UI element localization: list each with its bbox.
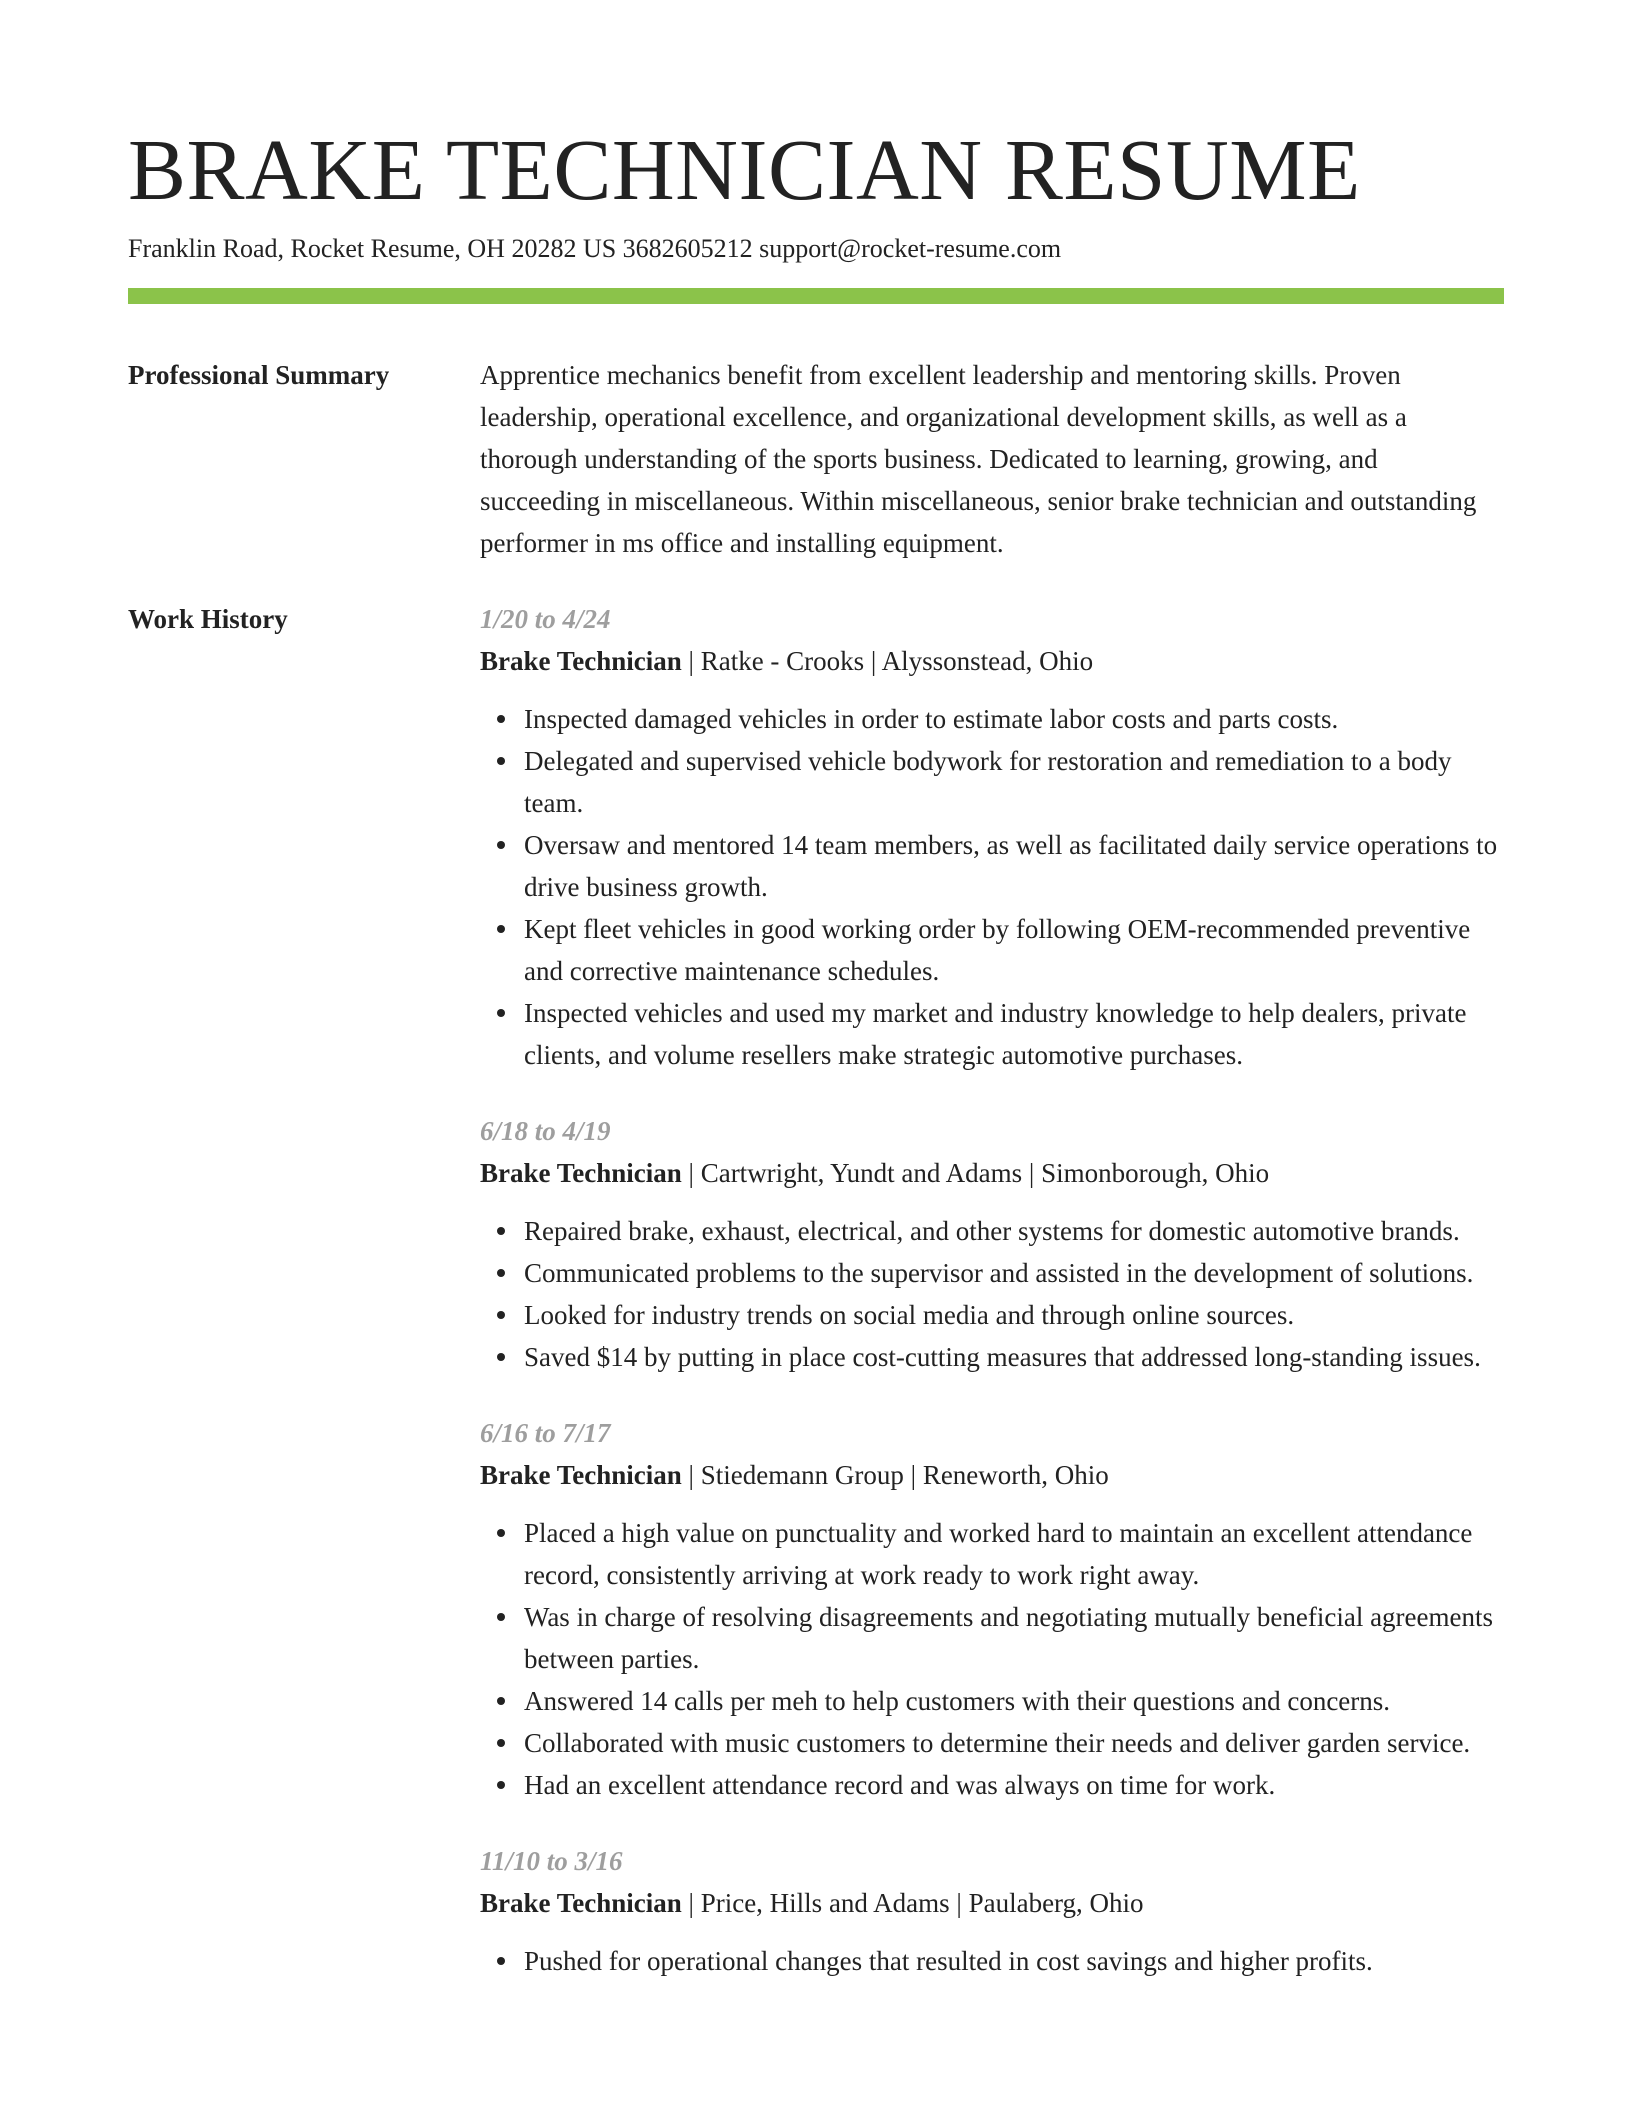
job-bullet: Repaired brake, exhaust, electrical, and other systems for domestic automotive brands.	[524, 1210, 1504, 1252]
job-bullet: Had an excellent attendance record and was always on time for work.	[524, 1764, 1504, 1806]
accent-divider	[128, 288, 1504, 304]
job-bullet-list	[480, 1940, 1504, 1982]
job-title: Brake Technician	[480, 1158, 682, 1188]
job-title-line	[480, 1882, 1504, 1924]
job-bullet: Kept fleet vehicles in good working order by following OEM-recommended preventive and corrective maintenance schedules.	[524, 908, 1504, 992]
job-dates: 11/10 to 3/16	[480, 1846, 623, 1876]
work-history-body	[480, 598, 1504, 2016]
job-bullet: Saved $14 by putting in place cost-cutting measures that addressed long-standing issues.	[524, 1336, 1504, 1378]
job-bullet: Pushed for operational changes that resulted in cost savings and higher profits.	[524, 1940, 1504, 1982]
job-company-location: | Ratke - Crooks | Alyssonstead, Ohio	[681, 646, 1094, 676]
work-history-heading: Work History	[128, 604, 288, 634]
job-bullet: Inspected vehicles and used my market and industry knowledge to help dealers, private clients, and volume resellers make strategic automotive purchases.	[524, 992, 1504, 1076]
job-bullet-list	[480, 1512, 1504, 1806]
job-title: Brake Technician	[480, 646, 682, 676]
job-entry	[480, 1110, 1504, 1378]
contact-line: Franklin Road, Rocket Resume, OH 20282 US 3682605212 support@rocket-resume.com	[128, 234, 1062, 263]
resume-page	[128, 120, 1504, 2016]
job-bullet: Was in charge of resolving disagreements and negotiating mutually beneficial agreements between parties.	[524, 1596, 1504, 1680]
job-bullet: Communicated problems to the supervisor and assisted in the development of solutions.	[524, 1252, 1504, 1294]
job-title: Brake Technician	[480, 1888, 682, 1918]
resume-title: BRAKE TECHNICIAN RESUME	[128, 121, 1361, 218]
work-history-section	[128, 598, 1504, 2016]
job-bullet: Inspected damaged vehicles in order to estimate labor costs and parts costs.	[524, 698, 1504, 740]
summary-heading: Professional Summary	[128, 360, 390, 390]
job-bullet-list	[480, 698, 1504, 1076]
summary-body	[480, 354, 1504, 564]
job-dates: 1/20 to 4/24	[480, 604, 611, 634]
job-title: Brake Technician	[480, 1460, 682, 1490]
job-company-location: | Price, Hills and Adams | Paulaberg, Ohio	[681, 1888, 1144, 1918]
job-company-location: | Cartwright, Yundt and Adams | Simonborough, Ohio	[681, 1158, 1270, 1188]
job-bullet: Delegated and supervised vehicle bodywork for restoration and remediation to a body team.	[524, 740, 1504, 824]
job-dates: 6/16 to 7/17	[480, 1418, 611, 1448]
job-bullet: Placed a high value on punctuality and worked hard to maintain an excellent attendance record, consistently arriving at work ready to work right away.	[524, 1512, 1504, 1596]
job-bullet: Oversaw and mentored 14 team members, as well as facilitated daily service operations to drive business growth.	[524, 824, 1504, 908]
summary-text: Apprentice mechanics benefit from excellent leadership and mentoring skills. Proven leadership, operational excellence, and organizational development skills, as well as a thorough understanding of the sports business. Dedicated to learning, growing, and succeeding in miscellaneous. Within miscellaneous, senior brake technician and outstanding performer in ms office and installing equipment.	[480, 360, 1477, 558]
job-bullet: Answered 14 calls per meh to help customers with their questions and concerns.	[524, 1680, 1504, 1722]
job-bullet-list	[480, 1210, 1504, 1378]
job-dates: 6/18 to 4/19	[480, 1116, 611, 1146]
job-title-line	[480, 1454, 1504, 1496]
summary-section	[128, 354, 1504, 564]
job-entry	[480, 1840, 1504, 1982]
job-bullet: Looked for industry trends on social media and through online sources.	[524, 1294, 1504, 1336]
job-entry	[480, 598, 1504, 1076]
job-title-line	[480, 1152, 1504, 1194]
job-title-line	[480, 640, 1504, 682]
job-company-location: | Stiedemann Group | Reneworth, Ohio	[681, 1460, 1109, 1490]
job-bullet: Collaborated with music customers to determine their needs and deliver garden service.	[524, 1722, 1504, 1764]
job-entry	[480, 1412, 1504, 1806]
